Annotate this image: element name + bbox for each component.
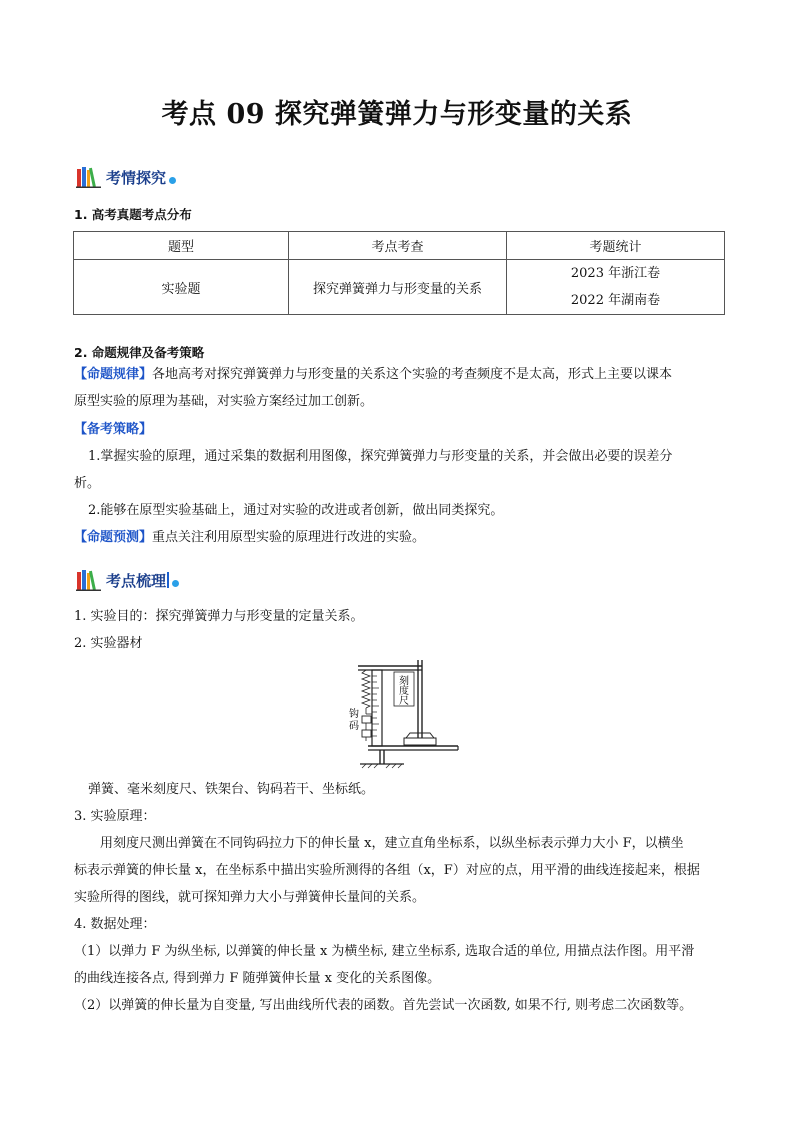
principle-line: 标表示弹簧的伸长量 x，在坐标系中描出实验所测得的各组（x，F）对应的点，用平滑的曲线连接起来，根据	[74, 863, 700, 878]
table-header-cell: 考题统计	[507, 232, 725, 260]
item-equipment-heading: 2. 实验器材	[74, 636, 143, 651]
stat-line: 2023 年浙江卷	[570, 266, 661, 281]
exam-distribution-table	[73, 231, 725, 315]
table-row	[74, 260, 725, 315]
principle-line: 实验所得的图线，就可探知弹力大小与弹簧伸长量间的关系。	[74, 890, 426, 905]
section-heading-key-points	[76, 567, 179, 593]
books-icon	[76, 166, 102, 188]
ruler	[372, 670, 382, 746]
table-header-cell: 题型	[74, 232, 289, 260]
svg-text:度: 度	[399, 686, 409, 697]
data-line: 的曲线连接各点, 得到弹力 F 随弹簧伸长量 x 变化的关系图像。	[74, 971, 441, 986]
table-cell-topic: 探究弹簧弹力与形变量的关系	[289, 260, 507, 315]
bullet-dot-icon	[172, 580, 179, 587]
strategy-item-1-cont: 析。	[74, 476, 101, 491]
table-header-row	[74, 232, 725, 260]
books-icon	[76, 569, 102, 591]
predict-tag: 【命题预测】	[74, 530, 153, 545]
weight	[362, 716, 371, 723]
spring	[362, 670, 370, 708]
stat-line: 2022 年湖南卷	[570, 293, 661, 308]
svg-text:码: 码	[349, 721, 359, 732]
strategy-tag-label: 【备考策略】	[74, 422, 153, 437]
ruler-ticks	[372, 676, 379, 736]
bullet-dot-icon	[169, 177, 176, 184]
ruler-label: 刻	[399, 676, 409, 687]
item-principle-heading: 3. 实验原理：	[74, 809, 156, 824]
table-header-cell: 考点考查	[289, 232, 507, 260]
strategy-item-1	[88, 443, 748, 470]
weights-label: 钩	[349, 709, 359, 720]
text-cursor-icon	[167, 572, 169, 588]
data-line: （2）以弹簧的伸长量为自变量, 写出曲线所代表的函数。首先尝试一次函数, 如果不行, 则考虑二次函数等。	[74, 998, 693, 1013]
table-cell-stats	[507, 260, 725, 315]
rule-text-cont: 原型实验的原理为基础，对实验方案经过加工创新。	[74, 394, 374, 409]
svg-text:尺: 尺	[399, 696, 409, 707]
apparatus-figure	[344, 660, 464, 770]
strategy-item-2: 2.能够在原型实验基础上，通过对实验的改进或者创新，做出同类探究。	[88, 503, 504, 518]
rule-tag: 【命题规律】	[74, 367, 153, 382]
subheading-strategy: 2. 命题规律及备考策略	[74, 345, 205, 360]
section-heading-label: 考点梳理	[106, 571, 167, 590]
page-title: 考点 09 探究弹簧弹力与形变量的关系	[161, 99, 633, 130]
strategy-tag	[74, 416, 152, 443]
stand-base	[404, 738, 436, 745]
item-data-heading: 4. 数据处理：	[74, 917, 156, 932]
rule-paragraph	[74, 361, 734, 415]
principle-paragraph	[74, 830, 734, 911]
predict-paragraph	[74, 524, 425, 551]
table-cell-type: 实验题	[74, 260, 289, 315]
data-line: （1）以弹力 F 为纵坐标, 以弹簧的伸长量 x 为横坐标, 建立坐标系, 选取合适的单位, 用描点法作图。用平滑	[74, 944, 695, 959]
strategy-text: 1.掌握实验的原理，通过采集的数据利用图像，探究弹簧弹力与形变量的关系，并会做出必要的误差分	[88, 449, 673, 464]
weight	[362, 730, 371, 737]
principle-line: 用刻度尺测出弹簧在不同钩码拉力下的伸长量 x，建立直角坐标系，以纵坐标表示弹力大小 F，以横坐	[100, 836, 684, 851]
predict-text: 重点关注利用原型实验的原理进行改进的实验。	[152, 530, 426, 545]
item-purpose: 1. 实验目的：探究弹簧弹力与形变量的定量关系。	[74, 609, 364, 624]
data-processing-paragraph	[74, 938, 744, 1019]
section-heading-label: 考情探究	[106, 168, 167, 187]
rule-text: 各地高考对探究弹簧弹力与形变量的关系这个实验的考查频度不是太高，形式上主要以课本	[152, 367, 673, 382]
subheading-distribution: 1. 高考真题考点分布	[74, 207, 192, 222]
section-heading-exam-analysis	[76, 164, 176, 190]
equipment-list: 弹簧、毫米刻度尺、铁架台、钩码若干、坐标纸。	[88, 782, 375, 797]
